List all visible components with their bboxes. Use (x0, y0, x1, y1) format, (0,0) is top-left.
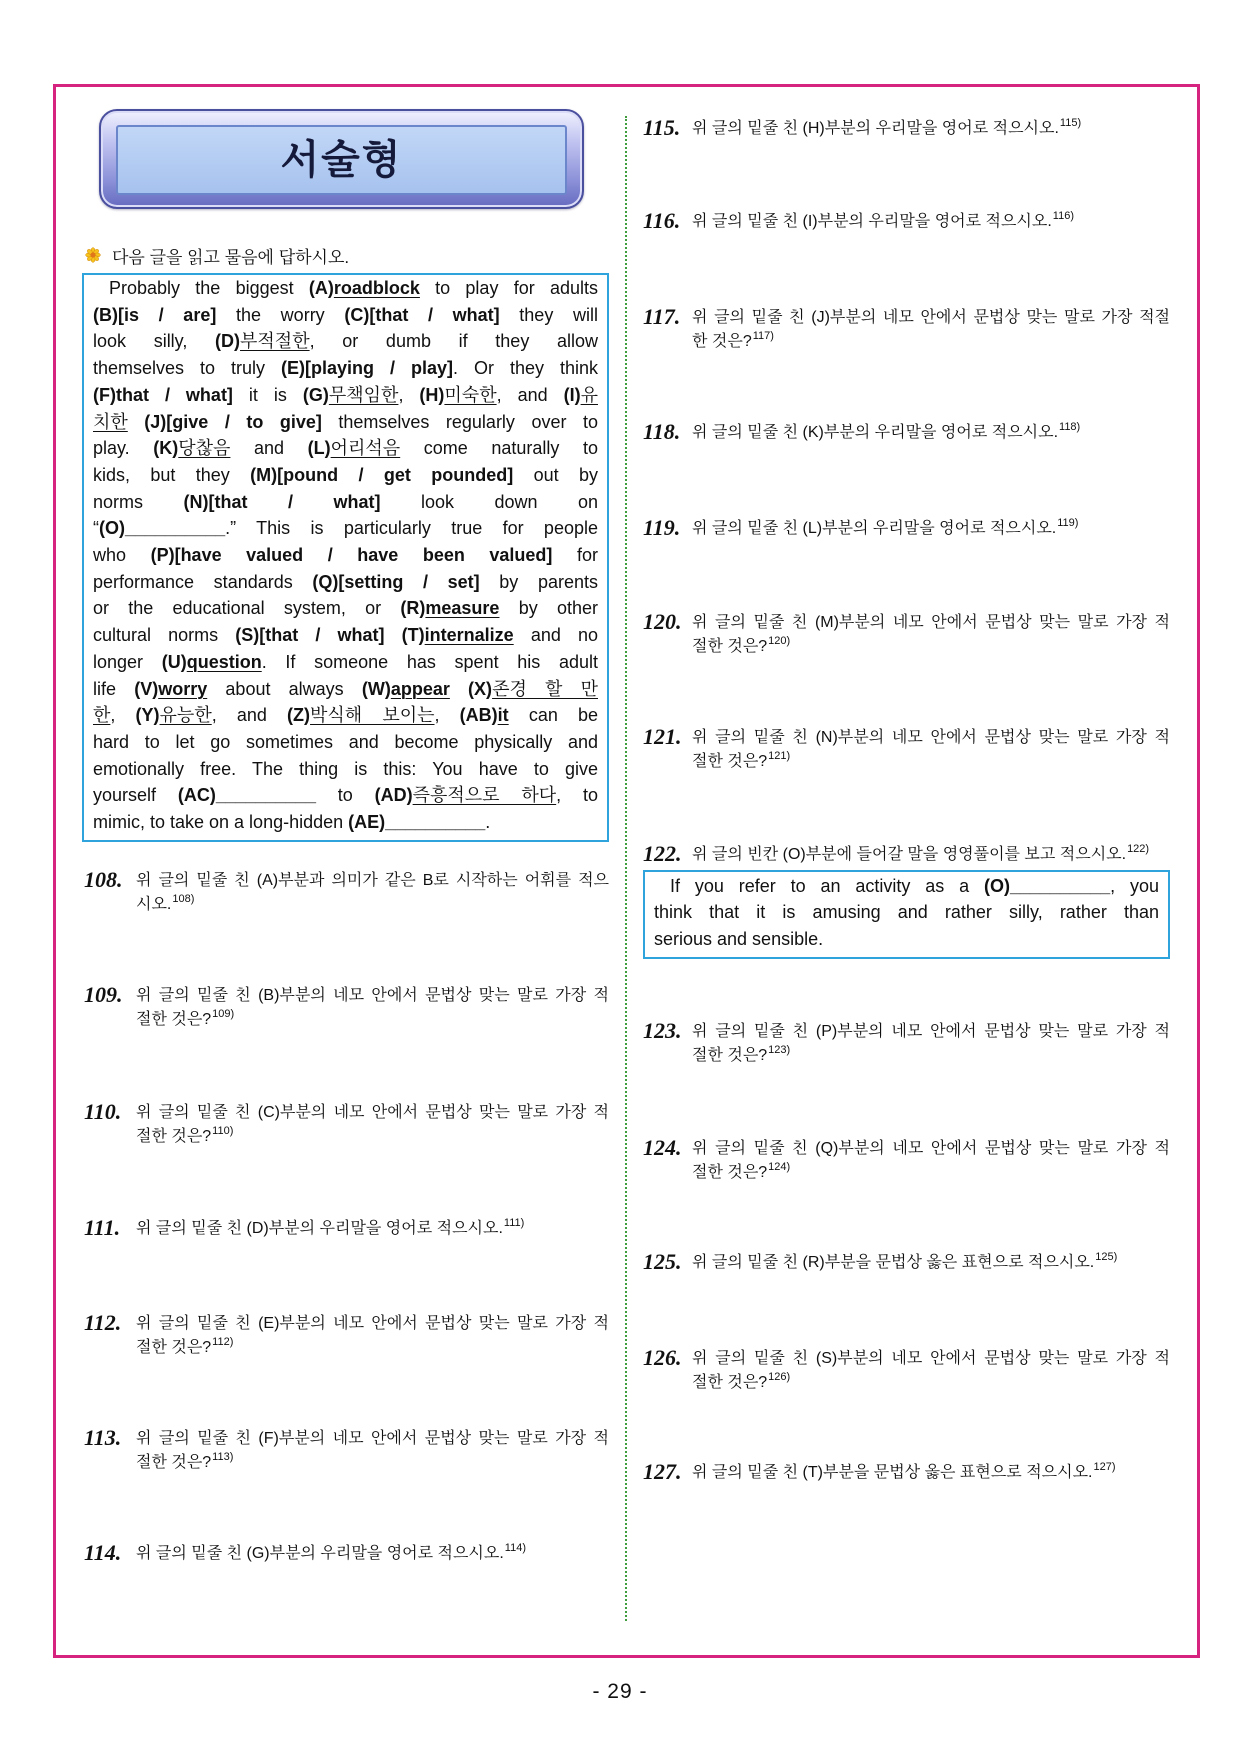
question-text-line (692, 726, 1170, 750)
question-126 (643, 1347, 1170, 1395)
text-run: it is (232, 384, 303, 405)
bold-text: (D) (215, 331, 241, 352)
passage-line (93, 489, 598, 516)
footnote-ref: 108) (172, 893, 195, 905)
bold-text: (G) (302, 384, 329, 405)
text-run: mimic, to take on a long-hidden (93, 812, 349, 833)
question-text-line (692, 611, 1170, 635)
question-123 (643, 1020, 1170, 1068)
bold-text: (R) (400, 598, 426, 619)
text-run: can be (508, 705, 598, 726)
question-text-line (692, 1347, 1170, 1371)
question-text-line (136, 984, 609, 1008)
question-number: 115. (643, 115, 681, 140)
footnote-ref: 116) (1052, 210, 1074, 222)
question-number: 113. (84, 1425, 122, 1450)
question-text: 위 글의 밑줄 친 (P)부분의 네모 안에서 문법상 맞는 말로 가장 적 (692, 1023, 1170, 1040)
bold-text: (S)[that / what] (T) (235, 625, 425, 646)
passage-line (93, 302, 598, 329)
footnote-ref: 122) (1127, 843, 1150, 855)
question-text: 위 글의 밑줄 친 (J)부분의 네모 안에서 문법상 맞는 말로 가장 적절 (692, 309, 1170, 326)
passage-line (93, 328, 598, 355)
question-number: 117. (643, 304, 681, 329)
passage-line (93, 435, 598, 462)
underlined-text: 유능한 (159, 705, 212, 726)
text-run: cultural norms (93, 625, 236, 646)
text-run: , or dumb if they allow (309, 331, 599, 352)
text-run: serious and sensible. (654, 928, 824, 949)
text-run: they will (499, 304, 598, 325)
question-text: 위 글의 밑줄 친 (R)부분을 문법상 옳은 표현으로 적으시오. (692, 1254, 1095, 1271)
definition-line (654, 873, 1159, 899)
question-text-line (136, 893, 609, 917)
question-text-line (692, 1137, 1170, 1161)
text-run: out by (513, 464, 598, 485)
underlined-text: internalize (424, 625, 514, 646)
question-text: 위 글의 밑줄 친 (F)부분의 네모 안에서 문법상 맞는 말로 가장 적 (136, 1430, 609, 1447)
footnote-ref: 121) (768, 750, 791, 762)
bold-text: (E)[playing / play] (281, 358, 453, 379)
question-110 (84, 1101, 609, 1149)
question-text: 절한 것은? (136, 1454, 212, 1471)
question-text: 절한 것은? (692, 1374, 768, 1391)
question-115 (643, 117, 1170, 141)
question-text-line (136, 1451, 609, 1475)
underlined-text: 미숙한 (444, 384, 497, 405)
bold-text: (AD) (374, 785, 413, 806)
question-text: 위 글의 밑줄 친 (B)부분의 네모 안에서 문법상 맞는 말로 가장 적 (136, 987, 609, 1004)
underlined-text: it (497, 705, 509, 726)
question-text-line (692, 635, 1170, 659)
text-run: play. (93, 438, 154, 459)
question-number: 119. (643, 515, 681, 540)
question-number: 112. (84, 1310, 122, 1335)
bold-text: (W) (361, 678, 391, 699)
passage-line (93, 729, 598, 756)
section-title-panel (116, 125, 567, 195)
question-number: 120. (643, 609, 682, 634)
footnote-ref: 112) (212, 1336, 234, 1348)
question-text-line (136, 1125, 609, 1149)
question-text: 위 글의 밑줄 친 (A)부분과 의미가 같은 B로 시작하는 어휘를 적으 (136, 872, 609, 889)
question-text-line (136, 1101, 609, 1125)
text-run: look silly, (93, 331, 216, 352)
text-run: .” This is particularly true for people (225, 518, 598, 539)
question-number: 110. (84, 1099, 122, 1124)
question-114 (84, 1542, 609, 1566)
text-run: by other (499, 598, 598, 619)
footnote-ref: 115) (1059, 117, 1082, 129)
question-120 (643, 611, 1170, 659)
passage-line (93, 809, 598, 836)
question-121 (643, 726, 1170, 774)
question-text: 절한 것은? (136, 1339, 212, 1356)
text-run: performance standards (93, 571, 313, 592)
underlined-text: 어리석음 (330, 438, 401, 459)
text-run: who (93, 545, 151, 566)
passage-line (93, 355, 598, 382)
text-run: norms (93, 491, 184, 512)
question-text: 위 글의 밑줄 친 (M)부분의 네모 안에서 문법상 맞는 말로 가장 적 (692, 614, 1170, 631)
question-text-line (692, 1161, 1170, 1185)
question-text-line (136, 1542, 609, 1566)
underlined-text: 당찮음 (178, 438, 231, 459)
text-run: . Or they think (453, 358, 598, 379)
underlined-text: 한 (93, 705, 111, 726)
footnote-ref: 109) (212, 1008, 235, 1020)
underlined-text: question (186, 651, 262, 672)
passage-line (93, 462, 598, 489)
text-run: , and (211, 705, 288, 726)
passage-line (93, 702, 598, 729)
bold-text: (B)[is / are] (93, 304, 217, 325)
underlined-text: worry (158, 678, 208, 699)
passage-line (93, 756, 598, 783)
passage-line (93, 542, 598, 569)
underlined-text: 무책임한 (328, 384, 399, 405)
question-text-line (136, 1008, 609, 1032)
question-text-line (692, 306, 1170, 330)
question-text: 위 글의 밑줄 친 (L)부분의 우리말을 영어로 적으시오. (692, 520, 1057, 537)
text-run: , (434, 705, 460, 726)
bold-text: (V) (134, 678, 159, 699)
text-run: about always (207, 678, 362, 699)
question-text: 위 글의 밑줄 친 (T)부분을 문법상 옳은 표현으로 적으시오. (692, 1464, 1093, 1481)
question-text-line (692, 1044, 1170, 1068)
definition-line (654, 926, 1159, 952)
question-119 (643, 517, 1170, 541)
passage-line (93, 409, 598, 436)
text-run: themselves to truly (93, 358, 282, 379)
text-run: and (230, 438, 308, 459)
question-text-line (692, 750, 1170, 774)
question-text-line (692, 421, 1170, 445)
footnote-ref: 117) (752, 330, 774, 342)
question-number: 121. (643, 724, 682, 749)
question-text: 위 글의 밑줄 친 (N)부분의 네모 안에서 문법상 맞는 말로 가장 적 (692, 729, 1170, 746)
question-text-line (692, 330, 1170, 354)
passage-line (93, 275, 598, 302)
question-text: 위 글의 밑줄 친 (S)부분의 네모 안에서 문법상 맞는 말로 가장 적 (692, 1350, 1170, 1367)
question-number: 111. (84, 1215, 121, 1240)
question-text-line (692, 1461, 1170, 1485)
question-number: 125. (643, 1249, 682, 1274)
question-number: 124. (643, 1135, 682, 1160)
bold-text: (AE)__________ (348, 812, 486, 833)
passage-box (82, 273, 609, 842)
text-run: . (485, 812, 491, 833)
footnote-ref: 110) (212, 1125, 234, 1137)
text-run: look down on (380, 491, 598, 512)
footnote-ref: 118) (1059, 421, 1081, 433)
underlined-text: 치한 (93, 411, 128, 432)
bold-text: (M)[pound / get pounded] (250, 464, 514, 485)
question-number: 122. (643, 841, 682, 866)
passage-line (93, 622, 598, 649)
question-text-line (692, 1371, 1170, 1395)
definition-line (654, 899, 1159, 925)
question-text: 위 글의 빈칸 (O)부분에 들어갈 말을 영영풀이를 보고 적으시오. (692, 846, 1127, 863)
bold-text: (C)[that / what] (344, 304, 500, 325)
text-run: , and (496, 384, 564, 405)
bold-text: (Q)[setting / set] (312, 571, 480, 592)
underlined-text: 유 (580, 384, 598, 405)
underlined-text: 존경 할 만 (492, 678, 598, 699)
bold-text: (P)[have valued / have been valued] (150, 545, 553, 566)
passage-line (93, 649, 598, 676)
footnote-ref: 111) (503, 1217, 525, 1229)
question-text-line (692, 1251, 1170, 1275)
question-text: 절한 것은? (136, 1128, 212, 1145)
footnote-ref: 123) (768, 1044, 791, 1056)
question-text: 절한 것은? (692, 753, 768, 770)
footnote-ref: 126) (768, 1371, 791, 1383)
passage-line (93, 595, 598, 622)
text-run: yourself (93, 785, 178, 806)
question-text-line (692, 843, 1170, 867)
question-text: 한 것은? (692, 333, 752, 350)
text-run: for (552, 545, 598, 566)
question-127 (643, 1461, 1170, 1485)
underlined-text: roadblock (333, 278, 420, 298)
underlined-text: measure (425, 598, 500, 619)
question-125 (643, 1251, 1170, 1275)
section-title: 서술형 (280, 138, 403, 182)
question-116 (643, 210, 1170, 234)
bold-text: (A) (308, 278, 334, 298)
passage-line (93, 782, 598, 809)
passage-line (93, 515, 598, 542)
question-text: 위 글의 밑줄 친 (E)부분의 네모 안에서 문법상 맞는 말로 가장 적 (136, 1315, 609, 1332)
question-number: 126. (643, 1345, 682, 1370)
question-text: 위 글의 밑줄 친 (D)부분의 우리말을 영어로 적으시오. (136, 1220, 503, 1237)
text-run: “ (93, 518, 99, 539)
question-108 (84, 869, 609, 917)
bold-text: (O)__________ (984, 876, 1111, 896)
bold-text: (K) (153, 438, 179, 459)
question-117 (643, 306, 1170, 354)
underlined-text: 부적절한 (240, 331, 310, 352)
text-run: , (110, 705, 136, 726)
question-text: 위 글의 밑줄 친 (I)부분의 우리말을 영어로 적으시오. (692, 213, 1052, 230)
question-text: 위 글의 밑줄 친 (H)부분의 우리말을 영어로 적으시오. (692, 120, 1059, 137)
bold-text: (U) (161, 651, 187, 672)
text-run: life (93, 678, 135, 699)
question-124 (643, 1137, 1170, 1185)
bold-text: (Z) (287, 705, 311, 726)
footnote-ref: 119) (1057, 517, 1079, 529)
text-run: longer (93, 651, 162, 672)
question-text-line (136, 869, 609, 893)
question-text: 시오. (136, 896, 172, 913)
question-number: 109. (84, 982, 123, 1007)
question-number: 108. (84, 867, 123, 892)
bold-text: (J)[give / to give] (127, 411, 322, 432)
question-text-line (136, 1336, 609, 1360)
question-number: 114. (84, 1540, 122, 1565)
question-text-line (136, 1427, 609, 1451)
text-run: think that it is amusing and rather silly, rather than (654, 902, 1159, 923)
question-number: 127. (643, 1459, 682, 1484)
footnote-ref: 124) (768, 1161, 791, 1173)
question-text-line (692, 517, 1170, 541)
text-run: . If someone has spent his adult (261, 651, 598, 672)
footnote-ref: 125) (1095, 1251, 1118, 1263)
column-divider (625, 116, 627, 1621)
question-text: 절한 것은? (136, 1011, 212, 1028)
text-run: , (398, 384, 420, 405)
underlined-text: 즉흥적으로 하다 (412, 785, 557, 806)
underlined-text: appear (390, 678, 450, 699)
question-text: 위 글의 밑줄 친 (G)부분의 우리말을 영어로 적으시오. (136, 1545, 504, 1562)
passage-line (93, 569, 598, 596)
question-text-line (692, 117, 1170, 141)
instruction (85, 244, 349, 266)
flower-icon (85, 247, 101, 263)
text-run: to play for adults (419, 278, 598, 298)
bold-text: (O)__________ (99, 518, 226, 539)
footnote-ref: 113) (212, 1451, 234, 1463)
question-number: 116. (643, 208, 681, 233)
bold-text: (AC)__________ (177, 785, 316, 806)
text-run: If you refer to an activity as a (670, 876, 984, 896)
question-111 (84, 1217, 609, 1241)
underlined-text: 박식해 보이는 (310, 705, 435, 726)
text-run: and no (513, 625, 598, 646)
question-text: 절한 것은? (692, 1164, 768, 1181)
question-text-line (692, 1020, 1170, 1044)
text-run: , you (1110, 876, 1159, 896)
footnote-ref: 127) (1093, 1461, 1116, 1473)
question-109 (84, 984, 609, 1032)
question-text: 절한 것은? (692, 638, 768, 655)
text-run: kids, but they (93, 464, 251, 485)
question-number: 123. (643, 1018, 682, 1043)
question-text-line (136, 1217, 609, 1241)
text-run: by parents (479, 571, 598, 592)
question-118 (643, 421, 1170, 445)
passage-line (93, 676, 598, 703)
text-run: or the educational system, or (93, 598, 401, 619)
bold-text: (Y) (135, 705, 160, 726)
instruction-text: 다음 글을 읽고 물음에 답하시오. (112, 247, 350, 267)
bold-text: (L) (307, 438, 331, 459)
question-text-line (692, 210, 1170, 234)
question-112 (84, 1312, 609, 1360)
text-run: hard to let go sometimes and become physically and (93, 731, 598, 752)
question-text-line (136, 1312, 609, 1336)
bold-text: (I) (563, 384, 581, 405)
question-text: 위 글의 밑줄 친 (Q)부분의 네모 안에서 문법상 맞는 말로 가장 적 (692, 1140, 1170, 1157)
question-text: 위 글의 밑줄 친 (K)부분의 우리말을 영어로 적으시오. (692, 424, 1059, 441)
section-title-badge (99, 109, 584, 209)
text-run: themselves regularly over to (321, 411, 598, 432)
question-text: 위 글의 밑줄 친 (C)부분의 네모 안에서 문법상 맞는 말로 가장 적 (136, 1104, 609, 1121)
text-run: come naturally to (400, 438, 598, 459)
bold-text: (N)[that / what] (183, 491, 381, 512)
bold-text: (H) (419, 384, 445, 405)
text-run: to (315, 785, 375, 806)
passage-line (93, 382, 598, 409)
definition-box (643, 870, 1170, 959)
text-run: the worry (216, 304, 345, 325)
question-113 (84, 1427, 609, 1475)
question-number: 118. (643, 419, 681, 444)
text-run: Probably the biggest (109, 278, 309, 298)
bold-text: (F)that / what] (93, 384, 233, 405)
page-number: - 29 - (592, 1680, 648, 1703)
bold-text: (X) (449, 678, 493, 699)
bold-text: (AB) (459, 705, 498, 726)
text-run: , to (556, 785, 599, 806)
question-text: 절한 것은? (692, 1047, 768, 1064)
footnote-ref: 114) (504, 1542, 526, 1554)
text-run: emotionally free. The thing is this: You have to give (93, 758, 598, 779)
question-122 (643, 843, 1170, 867)
footnote-ref: 120) (768, 635, 791, 647)
